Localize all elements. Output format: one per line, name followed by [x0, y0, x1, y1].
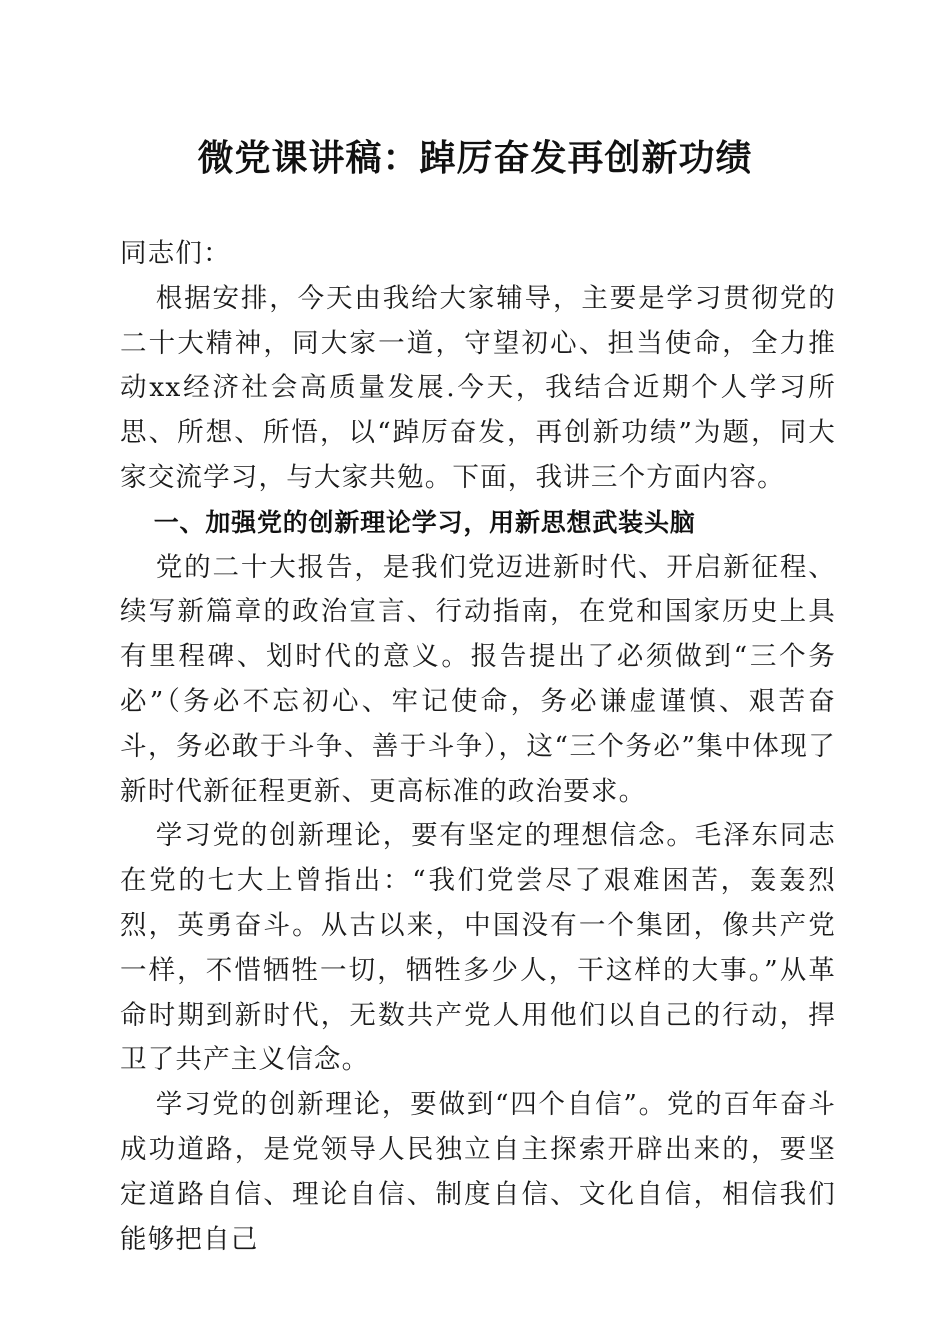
paragraph-intro: 根据安排，今天由我给大家辅导，主要是学习贯彻党的二十大精神，同大家一道，守望初心、担当使命，全力推动xx经济社会高质量发展.今天，我结合近期个人学习所思、所想、所悟，以“踔厉奋发，再创新功绩”为题，同大家交流学习，与大家共勉。下面，我讲三个方面内容。 — [120, 282, 836, 493]
salutation: 同志们： — [120, 238, 231, 269]
paragraph-ideals: 学习党的创新理论，要有坚定的理想信念。毛泽东同志在党的七大上曾指出：“我们党尝尽了艰难困苦，轰轰烈烈，英勇奋斗。从古以来，中国没有一个集团，像共产党一样，不惜牺牲一切，牺牲多少人，干这样的大事。”从革命时期到新时代，无数共产党人用他们以自己的行动，捍卫了共产主义信念。 — [120, 820, 836, 1076]
document-body — [120, 232, 836, 1262]
document-title: 微党课讲稿：踔厉奋发再创新功绩 — [197, 137, 753, 179]
section-heading-1: 一、加强党的创新理论学习，用新思想武装头脑 — [153, 507, 696, 537]
paragraph-report: 党的二十大报告，是我们党迈进新时代、开启新征程、续写新篇章的政治宣言、行动指南，在党和国家历史上具有里程碑、划时代的意义。报告提出了必须做到“三个务必”（务必不忘初心、牢记使命，务必谦虚谨慎、艰苦奋斗，务必敢于斗争、善于斗争），这“三个务必”集中体现了新时代新征程更新、更高标准的政治要求。 — [120, 551, 836, 807]
paragraph-confidence: 学习党的创新理论，要做到“四个自信”。党的百年奋斗成功道路，是党领导人民独立自主探索开辟出来的，要坚定道路自信、理论自信、制度自信、文化自信，相信我们能够把自己 — [120, 1089, 836, 1255]
